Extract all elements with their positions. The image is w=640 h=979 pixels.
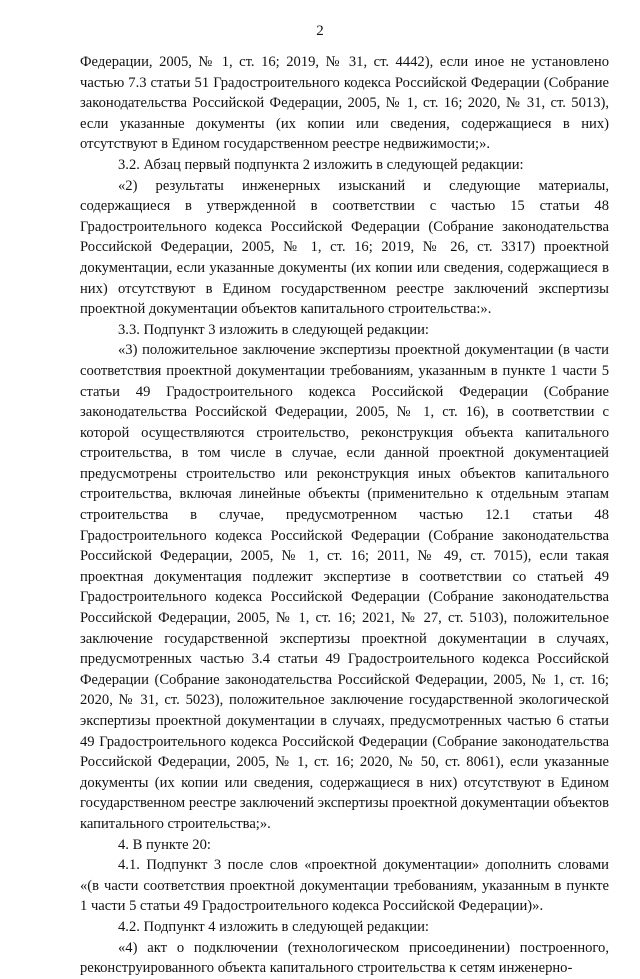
paragraph-item-3-2: 3.2. Абзац первый подпункта 2 изложить в следующей редакции: [118, 156, 524, 173]
paragraph-item-3-3: 3.3. Подпункт 3 изложить в следующей редакции: [118, 321, 429, 338]
paragraph-item-4-1: 4.1. Подпункт 3 после слов «проектной документации» дополнить словами «(в части соответствия проектной документации требованиям, указанным в пункте 1 части 5 статьи 49 Градостроительного кодекса Российской Федерации)». [80, 857, 609, 915]
document-body [80, 52, 609, 979]
page-number: 2 [316, 23, 324, 39]
paragraph-continuation: Федерации, 2005, № 1, ст. 16; 2019, № 31, ст. 4442), если иное не установлено частью 7.3 статьи 51 Градостроительного кодекса Российской Федерации (Собрание законодательства Российской Федерации, 2005, № 1, ст. 16; 2020, № 31, ст. 5013), если указанные документы (их копии или сведения, содержащиеся в них) отсутствуют в Едином государственном реестре недвижимости;». [80, 54, 609, 153]
paragraph-subitem-2-text: «2) результаты инженерных изысканий и следующие материалы, содержащиеся в утвержденной в соответствии с частью 15 статьи 48 Градостроительного кодекса Российской Федерации (Собрание законодательства Российской Федерации, 2005, № 1, ст. 16; 2019, № 26, ст. 3317) проектной документации, если указанные документы (их копии или сведения, содержащиеся в них) отсутствуют в Едином государственном реестре заключений экспертизы проектной документации объектов капитального строительства:». [80, 177, 609, 318]
paragraph-subitem-4-text: «4) акт о подключении (технологическом присоединении) построенного, реконструированного объекта капитального строительства к сетям инженерно- [80, 939, 609, 977]
paragraph-item-4: 4. В пункте 20: [118, 836, 211, 853]
paragraph-item-4-2: 4.2. Подпункт 4 изложить в следующей редакции: [118, 918, 429, 935]
paragraph-subitem-3-text: «3) положительное заключение экспертизы проектной документации (в части соответствия проектной документации требованиям, указанным в пункте 1 части 5 статьи 49 Градостроительного кодекса Российской Федерации (Собрание законодательства Российской Федерации, 2005, № 1, ст. 16), в соответствии с которой осуществляются строительство, реконструкция объекта капитального строительства, в том числе в случае, если данной проектной документацией предусмотрены строительство или реконструкция иных объектов капитального строительства, включая линейные объекты (применительно к отдельным этапам строительства в случае, предусмотренном частью 12.1 статьи 48 Градостроительного кодекса Российской Федерации (Собрание законодательства Российской Федерации, 2005, № 1, ст. 16; 2011, № 49, ст. 7015), если такая проектная документация подлежит экспертизе в соответствии со статьей 49 Градостроительного кодекса Российской Федерации (Собрание законодательства Российской Федерации, 2005, № 1, ст. 16; 2021, № 27, ст. 5103), положительное заключение государственной экспертизы проектной документации в случаях, предусмотренных частью 3.4 статьи 49 Градостроительного кодекса Российской Федерации (Собрание законодательства Российской Федерации, 2005, № 1, ст. 16; 2020, № 31, ст. 5023), положительное заключение государственной экологической экспертизы проектной документации в случаях, предусмотренных частью 6 статьи 49 Градостроительного кодекса Российской Федерации (Собрание законодательства Российской Федерации, 2005, № 1, ст. 16; 2020, № 50, ст. 8061), если указанные документы (их копии или сведения, содержащиеся в них) отсутствуют в Едином государственном реестре заключений экспертизы проектной документации объектов капитального строительства;». [80, 342, 609, 832]
